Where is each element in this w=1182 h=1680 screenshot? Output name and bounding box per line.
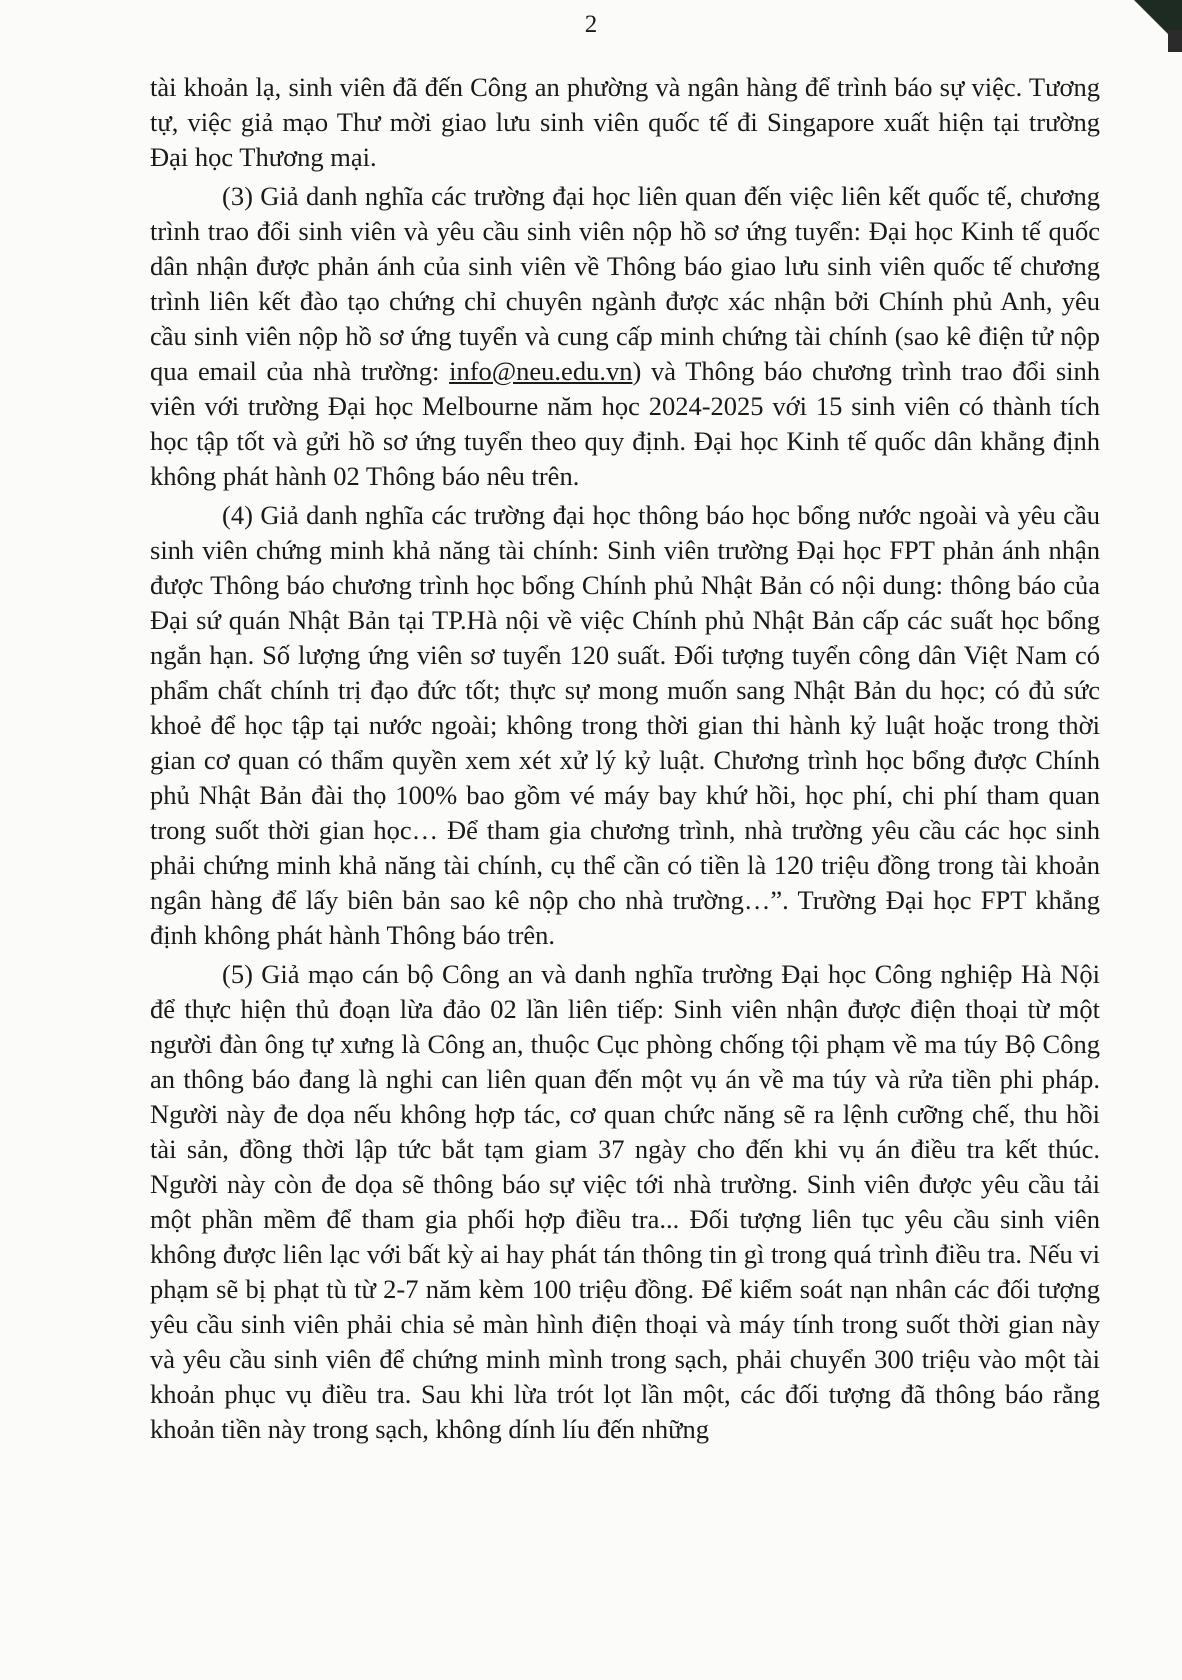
- email-link[interactable]: info@neu.edu.vn: [449, 356, 633, 386]
- paragraph-item-4: (4) Giả danh nghĩa các trường đại học thông báo học bổng nước ngoài và yêu cầu sinh viên chứng minh khả năng tài chính: Sinh viên trường Đại học FPT phản ánh nhận được Thông báo chương trình học bổng Chính phủ Nhật Bản có nội dung: thông báo của Đại sứ quán Nhật Bản tại TP.Hà nội về việc Chính phủ Nhật Bản cấp các suất học bổng ngắn hạn. Số lượng ứng viên sơ tuyển 120 suất. Đối tượng tuyển công dân Việt Nam có phẩm chất chính trị đạo đức tốt; thực sự mong muốn sang Nhật Bản du học; có đủ sức khoẻ để học tập tại nước ngoài; không trong thời gian thi hành kỷ luật hoặc trong thời gian cơ quan có thẩm quyền xem xét xử lý kỷ luật. Chương trình học bổng được Chính phủ Nhật Bản đài thọ 100% bao gồm vé máy bay khứ hồi, học phí, chi phí tham quan trong suốt thời gian học… Để tham gia chương trình, nhà trường yêu cầu các học sinh phải chứng minh khả năng tài chính, cụ thể cần có tiền là 120 triệu đồng trong tài khoản ngân hàng để lấy biên bản sao kê nộp cho nhà trường…”. Trường Đại học FPT khẳng định không phát hành Thông báo trên.: [150, 500, 1100, 950]
- document-body: [150, 70, 1100, 1447]
- paragraph-item-3: [150, 179, 1100, 494]
- paragraph-item-5: (5) Giả mạo cán bộ Công an và danh nghĩa trường Đại học Công nghiệp Hà Nội để thực hiện thủ đoạn lừa đảo 02 lần liên tiếp: Sinh viên nhận được điện thoại từ một người đàn ông tự xưng là Công an, thuộc Cục phòng chống tội phạm về ma túy Bộ Công an thông báo đang là nghi can liên quan đến một vụ án về ma túy và rửa tiền phi pháp. Người này đe dọa nếu không hợp tác, cơ quan chức năng sẽ ra lệnh cưỡng chế, thu hồi tài sản, đồng thời lập tức bắt tạm giam 37 ngày cho đến khi vụ án điều tra kết thúc. Người này còn đe dọa sẽ thông báo sự việc tới nhà trường. Sinh viên được yêu cầu tải một phần mềm để tham gia phối hợp điều tra... Đối tượng liên tục yêu cầu sinh viên không được liên lạc với bất kỳ ai hay phát tán thông tin gì trong quá trình điều tra. Nếu vi phạm sẽ bị phạt tù từ 2-7 năm kèm 100 triệu đồng. Để kiểm soát nạn nhân các đối tượng yêu cầu sinh viên phải chia sẻ màn hình điện thoại và máy tính trong suốt thời gian này và yêu cầu sinh viên để chứng minh mình trong sạch, phải chuyển 300 triệu vào một tài khoản phục vụ điều tra. Sau khi lừa trót lọt lần một, các đối tượng đã thông báo rằng khoản tiền này trong sạch, không dính líu đến những: [150, 959, 1100, 1444]
- paragraph-item-3-text-b: ) và Thông báo chương trình trao đổi sinh viên với trường Đại học Melbourne năm học 2024-2025 với 15 sinh viên có thành tích học tập tốt và gửi hồ sơ ứng tuyển theo quy định. Đại học Kinh tế quốc dân khẳng định không phát hành 02 Thông báo nêu trên.: [150, 356, 1101, 491]
- page-number: 2: [584, 11, 598, 38]
- paragraph-item-3-text-a: (3) Giả danh nghĩa các trường đại học liên quan đến việc liên kết quốc tế, chương trình trao đổi sinh viên và yêu cầu sinh viên nộp hồ sơ ứng tuyển: Đại học Kinh tế quốc dân nhận được phản ánh của sinh viên về Thông báo giao lưu sinh viên quốc tế chương trình liên kết đào tạo chứng chỉ chuyên ngành được xác nhận bởi Chính phủ Anh, yêu cầu sinh viên nộp hồ sơ ứng tuyển và cung cấp minh chứng tài chính (sao kê điện tử nộp qua email của nhà trường:: [150, 181, 1100, 386]
- paragraph-continuation: tài khoản lạ, sinh viên đã đến Công an phường và ngân hàng để trình báo sự việc. Tương tự, việc giả mạo Thư mời giao lưu sinh viên quốc tế đi Singapore xuất hiện tại trường Đại học Thương mại.: [150, 72, 1100, 172]
